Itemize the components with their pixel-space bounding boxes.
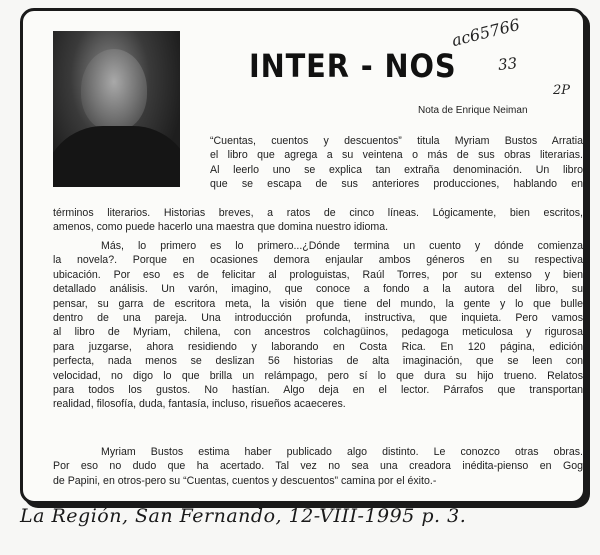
paragraph-intro-continued (53, 206, 583, 235)
text-line: velocidad, no digo lo que brilla un relámpago, pero sí lo que dura su hijo trueno. Relatos (53, 369, 583, 382)
text-line: dentro de una pareja. Una introducción profunda, instructiva, que inquieta. Pero vamos (53, 311, 583, 324)
text-line: para todos los gustos. No hastían. Algo deja en el lector. Párrafos que transportan (53, 383, 583, 396)
text-line: Al leerlo uno se explica tan extraña denominación. Un libro (210, 163, 583, 176)
paragraph-closing (53, 445, 583, 488)
author-photo (53, 31, 180, 187)
photo-shoulders (53, 126, 180, 187)
text-line: al libro de Myriam, chilena, con ancestros colchagüinos, pedagoga meticulosa y rigurosa (53, 326, 583, 339)
handwritten-source-note: La Región, San Fernando, 12-VIII-1995 p. 3. (20, 505, 467, 527)
paragraph-intro (210, 134, 583, 192)
handwritten-catalog-code: ac65766 (449, 14, 522, 51)
text-line: amenos, como puede hacerlo una maestra que domina nuestro idioma. (53, 221, 389, 234)
text-line: de Papini, en otros-pero su “Cuentas, cuentos y descuentos” camina por el éxito.- (53, 474, 437, 487)
text-line: para juzgarse, ahora residiendo y laborando en Costa Rica. En 120 página, edición (53, 340, 583, 353)
handwritten-number: 33 (497, 54, 518, 74)
text-line: términos literarios. Historias breves, a ratos de cinco líneas. Lógicamente, bien escritos, (53, 207, 583, 219)
column-title: INTER - NOS (249, 47, 457, 85)
text-line: realidad, filosofía, duda, fantasía, incluso, risueños acaeceres. (53, 398, 346, 411)
text-line: la novela?. Porque en ocasiones demora enjaular ambos géneros en su respectiva (53, 254, 583, 267)
text-line: que se escapa de sus anteriores producciones, hablando en (210, 178, 583, 191)
text-line: pensar, su garra de escritora meta, la visión que tiene del mundo, la gente y lo que bulle (53, 297, 583, 310)
handwritten-page-mark: 2P (553, 83, 571, 98)
photo-face (81, 49, 147, 131)
text-line: Por eso no dudo que ha acertado. Tal vez no sea una creadora inédita-pienso en Gog (53, 460, 583, 473)
text-line: ubicación. Por eso es de felicitar al prologuistas, Raúl Torres, por su extenso y bien (53, 268, 583, 281)
text-line: Más, lo primero es lo primero...¿Dónde termina un cuento y dónde comienza (101, 240, 583, 252)
paragraph-review (53, 239, 583, 412)
text-line: Myriam Bustos estima haber publicado algo distinto. Le conozco otras obras. (101, 446, 583, 458)
text-line: “Cuentas, cuentos y descuentos” titula Myriam Bustos Arratia (210, 135, 583, 147)
text-line: detallado análisis. Un varón, imagino, que conoce a fondo a la autora del libro, su (53, 283, 583, 296)
text-line: perfecta, nada menos se deslizan 56 historias de alta imaginación, que se leen con (53, 355, 583, 368)
text-line: el libro que agrega a su veintena o más de sus obras literarias. (210, 149, 583, 162)
byline: Nota de Enrique Neiman (418, 105, 528, 116)
clipping-frame (20, 8, 586, 504)
